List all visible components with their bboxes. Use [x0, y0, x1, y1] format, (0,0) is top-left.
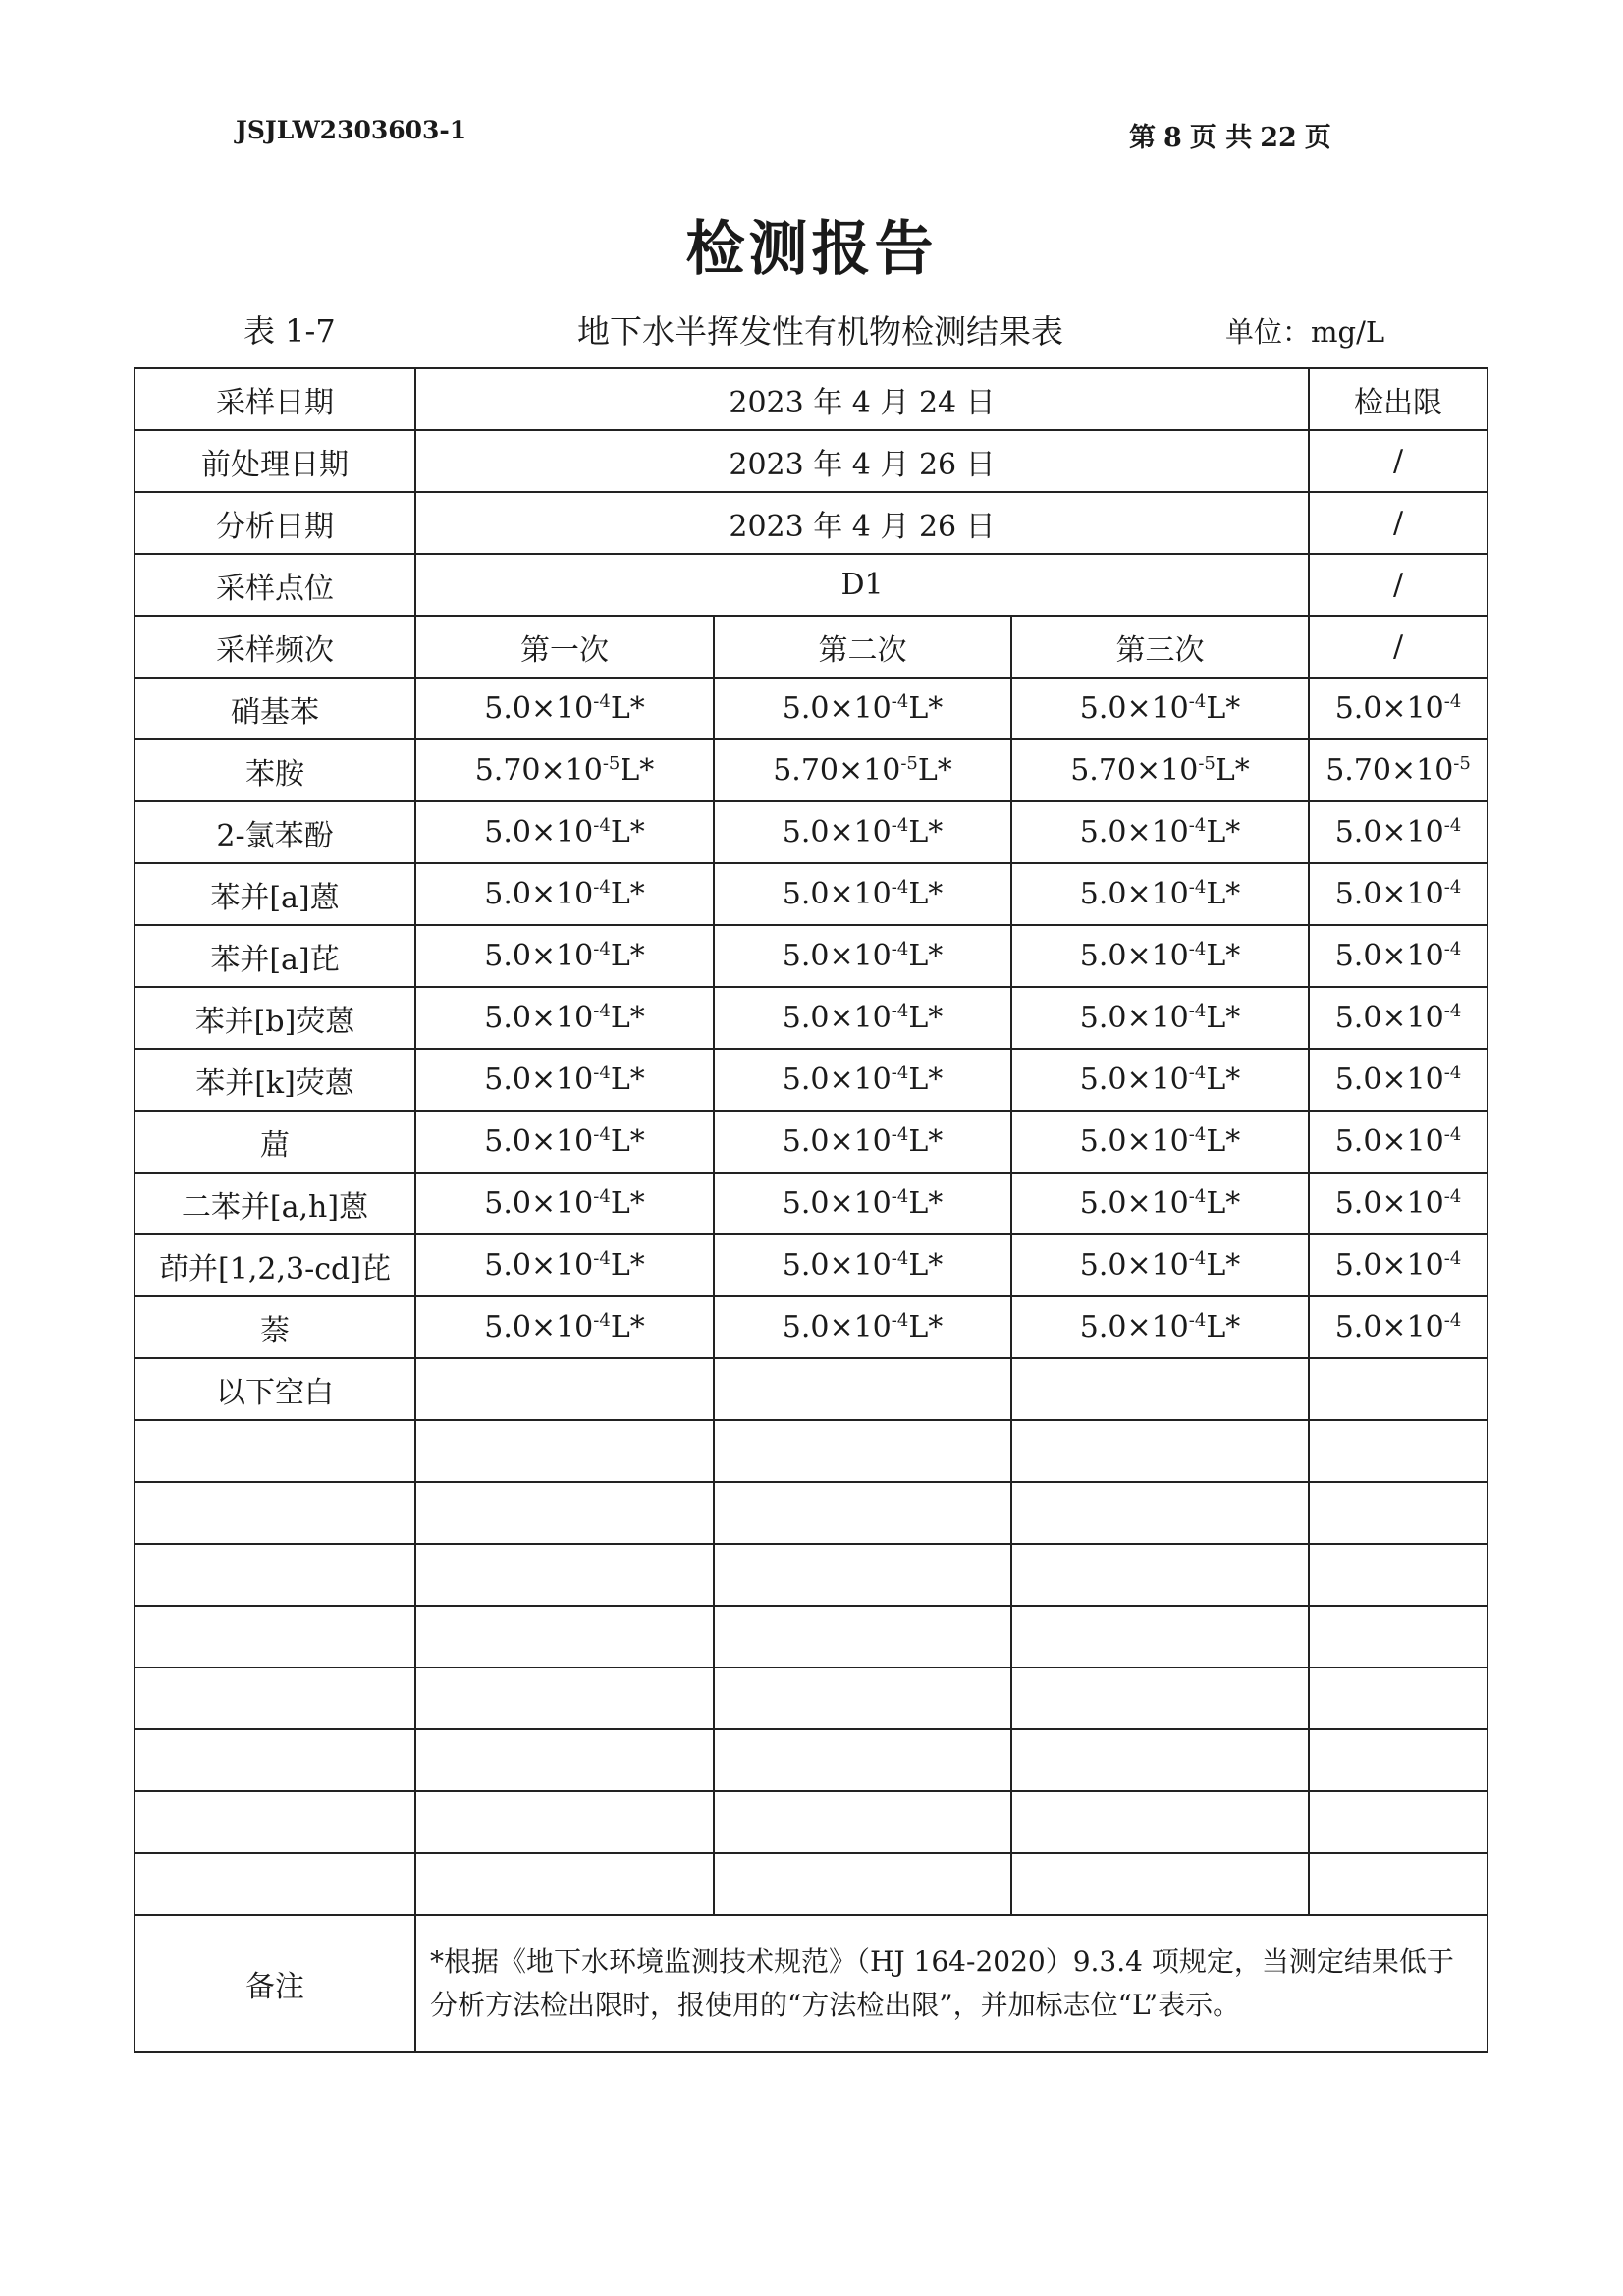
result-mantissa: 5.0×10: [1079, 877, 1189, 911]
result-exponent: -4: [891, 1248, 909, 1269]
result-flag: L*: [610, 815, 645, 849]
result-value-1: [415, 987, 714, 1049]
result-flag: L*: [1206, 815, 1241, 849]
result-mantissa: 5.0×10: [1079, 939, 1189, 973]
result-value-2: [714, 1111, 1011, 1173]
result-value-2: [714, 1234, 1011, 1296]
result-mantissa: 5.0×10: [782, 1001, 892, 1035]
result-mantissa: 5.0×10: [782, 1186, 892, 1221]
result-mantissa: 5.0×10: [484, 877, 594, 911]
result-exponent: -4: [593, 877, 611, 898]
report-id: JSJLW2303603-1: [236, 116, 467, 144]
analyte-name: 苯并[a]蒽: [135, 863, 415, 925]
result-value-1: [415, 801, 714, 863]
detection-limit: [1309, 1111, 1488, 1173]
result-flag: L*: [908, 939, 944, 973]
empty-cell: [1309, 1791, 1488, 1853]
limit-mantissa: 5.0×10: [1334, 1310, 1444, 1344]
remarks-text: *根据《地下水环境监测技术规范》（HJ 164-2020）9.3.4 项规定，当测定结果低于分析方法检出限时，报使用的“方法检出限”，并加标志位“L”表示。: [415, 1915, 1488, 2052]
limit-exponent: -4: [1443, 815, 1462, 836]
info-row: [135, 492, 1488, 554]
limit-mantissa: 5.0×10: [1334, 691, 1444, 726]
result-row: [135, 1296, 1488, 1358]
analyte-name: 苯胺: [135, 739, 415, 801]
page-suffix: 页: [1304, 123, 1331, 153]
result-value-3: [1011, 801, 1309, 863]
remarks-label: 备注: [135, 1915, 415, 2052]
result-mantissa: 5.0×10: [782, 1124, 892, 1159]
result-exponent: -4: [891, 1124, 909, 1145]
frequency-limit: /: [1309, 616, 1488, 678]
result-value-1: [415, 925, 714, 987]
result-flag: L*: [610, 939, 645, 973]
result-row: [135, 1173, 1488, 1234]
report-title: 检测报告: [685, 215, 938, 284]
empty-cell: [714, 1853, 1011, 1915]
result-flag: L*: [908, 1124, 944, 1159]
empty-cell: [714, 1606, 1011, 1667]
empty-cell: [1309, 1544, 1488, 1606]
empty-cell: [415, 1606, 714, 1667]
result-value-2: [714, 925, 1011, 987]
empty-cell: [714, 1667, 1011, 1729]
limit-exponent: -4: [1443, 1186, 1462, 1207]
blank-row: [135, 1358, 1488, 1420]
limit-mantissa: 5.0×10: [1334, 815, 1444, 849]
result-value-1: [415, 1049, 714, 1111]
table-title: 地下水半挥发性有机物检测结果表: [577, 312, 1063, 351]
analyte-name: 二苯并[a,h]蒽: [135, 1173, 415, 1234]
empty-cell: [135, 1606, 415, 1667]
result-exponent: -5: [602, 753, 621, 774]
empty-cell: [714, 1544, 1011, 1606]
result-flag: L*: [610, 691, 645, 726]
result-mantissa: 5.0×10: [484, 1001, 594, 1035]
empty-cell: [714, 1482, 1011, 1544]
empty-cell: [415, 1544, 714, 1606]
detection-limit: [1309, 801, 1488, 863]
result-flag: L*: [610, 877, 645, 911]
result-row: [135, 739, 1488, 801]
result-value-2: [714, 987, 1011, 1049]
result-flag: L*: [1206, 1001, 1241, 1035]
detection-limit: [1309, 925, 1488, 987]
info-limit: 检出限: [1309, 368, 1488, 430]
frequency-third: 第三次: [1011, 616, 1309, 678]
detection-limit: [1309, 1049, 1488, 1111]
info-value: 2023 年 4 月 26 日: [415, 430, 1309, 492]
result-flag: L*: [610, 1248, 645, 1283]
result-value-3: [1011, 1049, 1309, 1111]
result-flag: L*: [1206, 877, 1241, 911]
result-exponent: -4: [1188, 1063, 1207, 1083]
empty-cell: [1309, 1420, 1488, 1482]
empty-cell: [1309, 1482, 1488, 1544]
result-exponent: -4: [1188, 1186, 1207, 1207]
empty-cell: [135, 1420, 415, 1482]
empty-cell: [1011, 1729, 1309, 1791]
result-row: [135, 925, 1488, 987]
empty-cell: [1309, 1667, 1488, 1729]
result-flag: L*: [908, 1001, 944, 1035]
result-flag: L*: [1206, 939, 1241, 973]
limit-exponent: -4: [1443, 939, 1462, 959]
result-exponent: -4: [593, 1124, 611, 1145]
result-mantissa: 5.0×10: [484, 1186, 594, 1221]
info-limit: /: [1309, 554, 1488, 616]
result-exponent: -4: [593, 939, 611, 959]
result-exponent: -4: [891, 691, 909, 712]
result-flag: L*: [908, 1310, 944, 1344]
result-flag: L*: [1206, 1063, 1241, 1097]
empty-cell: [1011, 1791, 1309, 1853]
result-mantissa: 5.0×10: [782, 1248, 892, 1283]
empty-cell: [1309, 1853, 1488, 1915]
result-mantissa: 5.0×10: [782, 939, 892, 973]
result-value-3: [1011, 1296, 1309, 1358]
result-exponent: -4: [1188, 1001, 1207, 1021]
info-label: 分析日期: [135, 492, 415, 554]
result-row: [135, 987, 1488, 1049]
result-flag: L*: [1206, 1248, 1241, 1283]
info-label: 采样日期: [135, 368, 415, 430]
page-current: 8: [1163, 123, 1182, 153]
info-label: 前处理日期: [135, 430, 415, 492]
result-exponent: -4: [1188, 815, 1207, 836]
blank-row: [135, 1853, 1488, 1915]
page-prefix: 第: [1129, 123, 1156, 153]
empty-cell: [1011, 1358, 1309, 1420]
result-exponent: -5: [900, 753, 918, 774]
result-value-2: [714, 678, 1011, 739]
result-mantissa: 5.70×10: [474, 753, 603, 788]
info-row: [135, 430, 1488, 492]
analyte-name: 2-氯苯酚: [135, 801, 415, 863]
limit-mantissa: 5.0×10: [1334, 939, 1444, 973]
result-value-3: [1011, 1111, 1309, 1173]
result-mantissa: 5.0×10: [782, 1063, 892, 1097]
empty-cell: [1309, 1358, 1488, 1420]
result-value-2: [714, 1049, 1011, 1111]
result-flag: L*: [908, 815, 944, 849]
blank-row: [135, 1544, 1488, 1606]
result-mantissa: 5.0×10: [484, 815, 594, 849]
limit-mantissa: 5.0×10: [1334, 1124, 1444, 1159]
empty-cell: [1011, 1853, 1309, 1915]
result-value-1: [415, 1111, 714, 1173]
result-flag: L*: [908, 877, 944, 911]
limit-exponent: -4: [1443, 1001, 1462, 1021]
result-mantissa: 5.0×10: [1079, 691, 1189, 726]
limit-mantissa: 5.0×10: [1334, 1186, 1444, 1221]
result-row: [135, 1111, 1488, 1173]
result-value-2: [714, 801, 1011, 863]
result-value-3: [1011, 1234, 1309, 1296]
result-row: [135, 863, 1488, 925]
detection-limit: [1309, 678, 1488, 739]
empty-cell: [135, 1482, 415, 1544]
result-mantissa: 5.0×10: [1079, 1001, 1189, 1035]
result-exponent: -4: [891, 1001, 909, 1021]
result-flag: L*: [1206, 691, 1241, 726]
info-value: 2023 年 4 月 24 日: [415, 368, 1309, 430]
blank-row: [135, 1667, 1488, 1729]
result-mantissa: 5.0×10: [1079, 1310, 1189, 1344]
empty-cell: [135, 1667, 415, 1729]
info-row: [135, 554, 1488, 616]
result-exponent: -4: [1188, 1310, 1207, 1331]
result-value-3: [1011, 987, 1309, 1049]
result-mantissa: 5.70×10: [1070, 753, 1199, 788]
detection-limit: [1309, 1234, 1488, 1296]
analyte-name: 苯并[a]芘: [135, 925, 415, 987]
result-exponent: -5: [1198, 753, 1216, 774]
limit-exponent: -5: [1453, 753, 1471, 774]
blank-marker: 以下空白: [135, 1358, 415, 1420]
empty-cell: [1011, 1667, 1309, 1729]
result-value-1: [415, 863, 714, 925]
result-flag: L*: [620, 753, 655, 788]
unit-label: 单位：mg/L: [1225, 315, 1385, 349]
empty-cell: [1011, 1606, 1309, 1667]
empty-cell: [135, 1853, 415, 1915]
blank-row: [135, 1729, 1488, 1791]
info-limit: /: [1309, 492, 1488, 554]
result-flag: L*: [610, 1001, 645, 1035]
empty-cell: [415, 1420, 714, 1482]
result-exponent: -4: [593, 1186, 611, 1207]
result-exponent: -4: [891, 877, 909, 898]
detection-limit: [1309, 739, 1488, 801]
result-flag: L*: [908, 1248, 944, 1283]
result-exponent: -4: [593, 1310, 611, 1331]
blank-row: [135, 1420, 1488, 1482]
result-value-3: [1011, 739, 1309, 801]
result-exponent: -4: [891, 1310, 909, 1331]
result-value-2: [714, 1296, 1011, 1358]
info-value: D1: [415, 554, 1309, 616]
result-exponent: -4: [1188, 939, 1207, 959]
table-number: 表 1-7: [243, 312, 336, 350]
detection-limit: [1309, 987, 1488, 1049]
result-exponent: -4: [891, 1186, 909, 1207]
result-flag: L*: [908, 1186, 944, 1221]
result-row: [135, 801, 1488, 863]
empty-cell: [415, 1729, 714, 1791]
result-value-1: [415, 678, 714, 739]
frequency-label: 采样频次: [135, 616, 415, 678]
page-total: 22: [1260, 123, 1297, 153]
blank-row: [135, 1482, 1488, 1544]
result-mantissa: 5.0×10: [1079, 1063, 1189, 1097]
result-row: [135, 1049, 1488, 1111]
analyte-name: 茚并[1,2,3-cd]芘: [135, 1234, 415, 1296]
result-flag: L*: [1206, 1186, 1241, 1221]
result-exponent: -4: [891, 1063, 909, 1083]
remarks-row: [135, 1915, 1488, 2052]
result-exponent: -4: [593, 815, 611, 836]
result-exponent: -4: [593, 1248, 611, 1269]
limit-mantissa: 5.0×10: [1334, 1001, 1444, 1035]
result-mantissa: 5.70×10: [773, 753, 901, 788]
result-value-2: [714, 1173, 1011, 1234]
result-flag: L*: [610, 1063, 645, 1097]
result-flag: L*: [610, 1310, 645, 1344]
page-middle: 页 共: [1189, 123, 1253, 153]
result-mantissa: 5.0×10: [782, 1310, 892, 1344]
limit-mantissa: 5.0×10: [1334, 1248, 1444, 1283]
analyte-name: 萘: [135, 1296, 415, 1358]
result-mantissa: 5.0×10: [484, 1124, 594, 1159]
empty-cell: [714, 1791, 1011, 1853]
analyte-name: 䓛: [135, 1111, 415, 1173]
result-mantissa: 5.0×10: [1079, 815, 1189, 849]
result-mantissa: 5.0×10: [782, 691, 892, 726]
empty-cell: [415, 1667, 714, 1729]
result-exponent: -4: [891, 939, 909, 959]
result-mantissa: 5.0×10: [1079, 1124, 1189, 1159]
empty-cell: [1309, 1729, 1488, 1791]
result-flag: L*: [610, 1124, 645, 1159]
info-row: [135, 368, 1488, 430]
result-exponent: -4: [593, 1063, 611, 1083]
empty-cell: [415, 1853, 714, 1915]
empty-cell: [714, 1729, 1011, 1791]
frequency-row: [135, 616, 1488, 678]
limit-mantissa: 5.0×10: [1334, 1063, 1444, 1097]
result-exponent: -4: [1188, 1124, 1207, 1145]
result-value-1: [415, 1234, 714, 1296]
result-value-1: [415, 1296, 714, 1358]
result-mantissa: 5.0×10: [1079, 1186, 1189, 1221]
page-number: [1129, 116, 1339, 154]
results-table: [134, 367, 1488, 2053]
limit-exponent: -4: [1443, 1248, 1462, 1269]
result-flag: L*: [1206, 1310, 1241, 1344]
result-value-2: [714, 739, 1011, 801]
result-value-3: [1011, 678, 1309, 739]
empty-cell: [1011, 1420, 1309, 1482]
empty-cell: [1011, 1544, 1309, 1606]
result-exponent: -4: [1188, 691, 1207, 712]
result-value-3: [1011, 925, 1309, 987]
analyte-name: 苯并[k]荧蒽: [135, 1049, 415, 1111]
empty-cell: [135, 1729, 415, 1791]
detection-limit: [1309, 1173, 1488, 1234]
info-label: 采样点位: [135, 554, 415, 616]
analyte-name: 硝基苯: [135, 678, 415, 739]
result-value-3: [1011, 863, 1309, 925]
empty-cell: [1309, 1606, 1488, 1667]
limit-mantissa: 5.70×10: [1325, 753, 1454, 788]
result-value-2: [714, 863, 1011, 925]
result-exponent: -4: [1188, 1248, 1207, 1269]
empty-cell: [714, 1358, 1011, 1420]
empty-cell: [415, 1358, 714, 1420]
analyte-name: 苯并[b]荧蒽: [135, 987, 415, 1049]
result-row: [135, 1234, 1488, 1296]
result-exponent: -4: [593, 691, 611, 712]
info-limit: /: [1309, 430, 1488, 492]
result-mantissa: 5.0×10: [484, 1063, 594, 1097]
limit-exponent: -4: [1443, 877, 1462, 898]
result-value-3: [1011, 1173, 1309, 1234]
result-flag: L*: [610, 1186, 645, 1221]
empty-cell: [1011, 1482, 1309, 1544]
empty-cell: [714, 1420, 1011, 1482]
result-mantissa: 5.0×10: [484, 691, 594, 726]
empty-cell: [135, 1791, 415, 1853]
result-exponent: -4: [1188, 877, 1207, 898]
result-mantissa: 5.0×10: [484, 1310, 594, 1344]
limit-exponent: -4: [1443, 1124, 1462, 1145]
result-mantissa: 5.0×10: [782, 815, 892, 849]
empty-cell: [415, 1482, 714, 1544]
result-flag: L*: [1206, 1124, 1241, 1159]
detection-limit: [1309, 1296, 1488, 1358]
result-row: [135, 678, 1488, 739]
limit-exponent: -4: [1443, 1063, 1462, 1083]
result-flag: L*: [908, 691, 944, 726]
result-flag: L*: [908, 1063, 944, 1097]
limit-mantissa: 5.0×10: [1334, 877, 1444, 911]
result-exponent: -4: [593, 1001, 611, 1021]
limit-exponent: -4: [1443, 691, 1462, 712]
blank-row: [135, 1791, 1488, 1853]
limit-exponent: -4: [1443, 1310, 1462, 1331]
result-flag: L*: [1215, 753, 1250, 788]
result-mantissa: 5.0×10: [1079, 1248, 1189, 1283]
frequency-first: 第一次: [415, 616, 714, 678]
result-value-1: [415, 739, 714, 801]
frequency-second: 第二次: [714, 616, 1011, 678]
result-mantissa: 5.0×10: [484, 939, 594, 973]
result-exponent: -4: [891, 815, 909, 836]
result-mantissa: 5.0×10: [782, 877, 892, 911]
blank-row: [135, 1606, 1488, 1667]
empty-cell: [135, 1544, 415, 1606]
detection-limit: [1309, 863, 1488, 925]
result-flag: L*: [917, 753, 952, 788]
result-value-1: [415, 1173, 714, 1234]
info-value: 2023 年 4 月 26 日: [415, 492, 1309, 554]
empty-cell: [415, 1791, 714, 1853]
result-mantissa: 5.0×10: [484, 1248, 594, 1283]
